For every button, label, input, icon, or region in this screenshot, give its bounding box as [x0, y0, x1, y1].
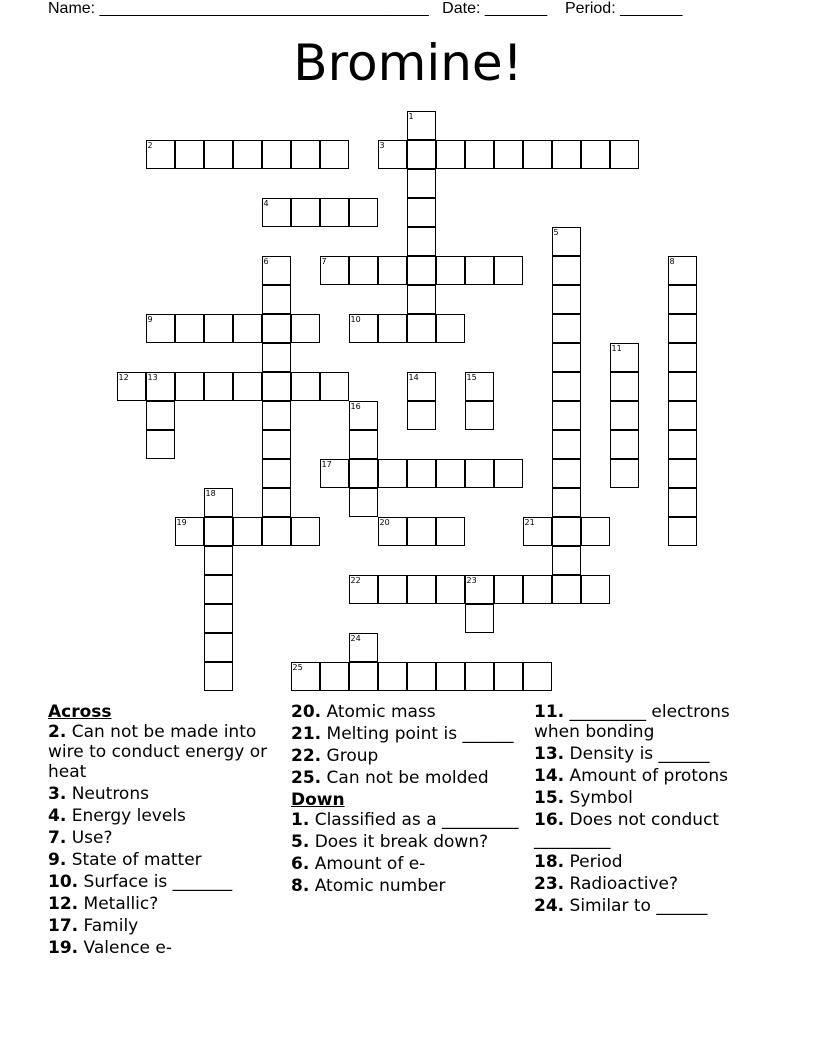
crossword-cell[interactable]	[436, 517, 465, 546]
crossword-cell[interactable]	[494, 662, 523, 691]
crossword-cell[interactable]	[552, 546, 581, 575]
crossword-cell[interactable]	[668, 372, 697, 401]
clue-column	[534, 702, 774, 918]
crossword-cell[interactable]	[407, 459, 436, 488]
clue-item	[291, 768, 521, 788]
crossword-cell[interactable]	[291, 140, 320, 169]
crossword-cell[interactable]	[668, 256, 697, 285]
crossword-cell[interactable]	[552, 256, 581, 285]
clue-item-text: Valence e-	[83, 938, 173, 958]
crossword-cell[interactable]	[610, 401, 639, 430]
crossword-cell[interactable]	[349, 430, 378, 459]
crossword-cell[interactable]	[349, 256, 378, 285]
crossword-cell[interactable]	[407, 662, 436, 691]
clue-item-text: Density is ______	[569, 744, 710, 764]
crossword-cell[interactable]	[407, 198, 436, 227]
clue-number: 7	[321, 256, 327, 266]
crossword-cell[interactable]	[175, 517, 204, 546]
crossword-cell[interactable]	[146, 372, 175, 401]
clue-item-text: Can not be made into wire to conduct energy or heat	[48, 722, 268, 782]
crossword-cell[interactable]	[552, 372, 581, 401]
clue-item-number: 12.	[48, 894, 79, 914]
crossword-cell[interactable]	[668, 343, 697, 372]
clue-item-number: 4.	[48, 806, 67, 826]
clue-item-number: 6.	[291, 854, 310, 874]
clue-number: 12	[118, 372, 129, 382]
crossword-cell[interactable]	[349, 314, 378, 343]
crossword-cell[interactable]	[407, 169, 436, 198]
clue-item-number: 19.	[48, 938, 79, 958]
clue-item-number: 14.	[534, 766, 565, 786]
crossword-cell[interactable]	[175, 314, 204, 343]
crossword-cell[interactable]	[494, 459, 523, 488]
crossword-cell[interactable]	[610, 430, 639, 459]
crossword-cell[interactable]	[204, 517, 233, 546]
clue-item-text: Does it break down?	[314, 832, 489, 852]
crossword-cell[interactable]	[465, 372, 494, 401]
clue-item	[48, 916, 278, 936]
crossword-cell[interactable]	[581, 517, 610, 546]
crossword-cell[interactable]	[204, 372, 233, 401]
clue-number: 21	[524, 517, 535, 527]
crossword-cell[interactable]	[465, 401, 494, 430]
crossword-cell[interactable]	[291, 314, 320, 343]
crossword-cell[interactable]	[552, 517, 581, 546]
clue-item-number: 13.	[534, 744, 565, 764]
clue-item-text: Metallic?	[83, 894, 159, 914]
crossword-cell[interactable]	[407, 111, 436, 140]
page-title: Bromine!	[293, 34, 523, 92]
crossword-cell[interactable]	[320, 198, 349, 227]
crossword-cell[interactable]	[262, 140, 291, 169]
crossword-cell[interactable]	[233, 314, 262, 343]
crossword-cell[interactable]	[436, 575, 465, 604]
clue-number: 19	[176, 517, 187, 527]
crossword-cell[interactable]	[262, 256, 291, 285]
crossword-cell[interactable]	[581, 575, 610, 604]
crossword-cell[interactable]	[407, 401, 436, 430]
clue-item	[291, 876, 521, 896]
clue-number: 13	[147, 372, 158, 382]
crossword-cell[interactable]	[146, 430, 175, 459]
clue-item	[48, 850, 278, 870]
crossword-cell[interactable]	[378, 459, 407, 488]
crossword-cell[interactable]	[407, 517, 436, 546]
crossword-cell[interactable]	[436, 140, 465, 169]
clue-item-number: 20.	[291, 702, 322, 722]
crossword-cell[interactable]	[291, 372, 320, 401]
crossword-cell[interactable]	[146, 140, 175, 169]
crossword-cell[interactable]	[146, 401, 175, 430]
clue-item-text: Does not conduct _________	[534, 810, 720, 850]
clue-number: 2	[147, 140, 153, 150]
clue-number: 9	[147, 314, 153, 324]
clue-item	[291, 854, 521, 874]
crossword-cell[interactable]	[668, 314, 697, 343]
clue-item-number: 3.	[48, 784, 67, 804]
clue-item-text: Period	[569, 852, 623, 872]
clue-item	[48, 806, 278, 826]
clue-number: 6	[263, 256, 269, 266]
crossword-cell[interactable]	[668, 401, 697, 430]
clue-item-text: Classified as a _________	[314, 810, 519, 830]
clue-number: 18	[205, 488, 216, 498]
clue-item-number: 10.	[48, 872, 79, 892]
clue-section-heading: Across	[48, 702, 112, 722]
crossword-cell[interactable]	[436, 662, 465, 691]
clue-number: 3	[379, 140, 385, 150]
clue-item	[291, 810, 521, 830]
clue-item	[291, 724, 521, 744]
crossword-cell[interactable]	[407, 227, 436, 256]
clue-item-number: 17.	[48, 916, 79, 936]
crossword-cell[interactable]	[146, 314, 175, 343]
crossword-cell[interactable]	[349, 662, 378, 691]
crossword-cell[interactable]	[291, 517, 320, 546]
clue-item	[291, 746, 521, 766]
clue-item-text: Melting point is ______	[326, 724, 514, 744]
clue-item-text: Amount of protons	[569, 766, 729, 786]
clue-item-number: 22.	[291, 746, 322, 766]
crossword-cell[interactable]	[233, 372, 262, 401]
crossword-cell[interactable]	[465, 575, 494, 604]
crossword-cell[interactable]	[233, 517, 262, 546]
crossword-cell[interactable]	[523, 662, 552, 691]
clue-number: 20	[379, 517, 390, 527]
clue-number: 22	[350, 575, 361, 585]
clue-item-text: Amount of e-	[314, 854, 426, 874]
clue-number: 11	[611, 343, 622, 353]
crossword-cell[interactable]	[610, 140, 639, 169]
date-blank[interactable]: _______	[484, 0, 548, 17]
clue-item	[534, 874, 774, 894]
crossword-cell[interactable]	[436, 256, 465, 285]
clue-item-text: Group	[326, 746, 379, 766]
clue-number: 8	[669, 256, 675, 266]
clue-item-text: Radioactive?	[569, 874, 678, 894]
crossword-cell[interactable]	[117, 372, 146, 401]
clue-item-number: 2.	[48, 722, 67, 742]
crossword-cell[interactable]	[378, 575, 407, 604]
crossword-cell[interactable]	[552, 401, 581, 430]
clue-item-number: 25.	[291, 768, 322, 788]
clue-item-number: 11.	[534, 702, 565, 722]
clue-item-number: 9.	[48, 850, 67, 870]
crossword-cell[interactable]	[349, 575, 378, 604]
crossword-cell[interactable]	[407, 372, 436, 401]
crossword-cell[interactable]	[262, 401, 291, 430]
clue-number: 25	[292, 662, 303, 672]
crossword-cell[interactable]	[465, 459, 494, 488]
clue-number: 1	[408, 111, 414, 121]
crossword-cell[interactable]	[262, 430, 291, 459]
clue-item	[291, 702, 521, 722]
clue-item-number: 8.	[291, 876, 310, 896]
crossword-cell[interactable]	[262, 517, 291, 546]
date-label: Date:	[442, 0, 481, 17]
clue-item	[534, 896, 774, 916]
clue-item	[534, 744, 774, 764]
crossword-cell[interactable]	[378, 140, 407, 169]
crossword-cell[interactable]	[262, 343, 291, 372]
crossword-cell[interactable]	[262, 285, 291, 314]
clue-item-text: Symbol	[569, 788, 633, 808]
clue-item	[534, 766, 774, 786]
clue-item-text: Neutrons	[71, 784, 149, 804]
crossword-cell[interactable]	[378, 517, 407, 546]
clue-item	[534, 788, 774, 808]
crossword-cell[interactable]	[610, 372, 639, 401]
clue-item-text: State of matter	[71, 850, 202, 870]
clue-item-text: Can not be molded	[326, 768, 489, 788]
clue-item	[534, 702, 774, 742]
clue-item	[534, 852, 774, 872]
crossword-cell[interactable]	[262, 459, 291, 488]
clue-number: 23	[466, 575, 477, 585]
clue-item-number: 7.	[48, 828, 67, 848]
clue-item-number: 23.	[534, 874, 565, 894]
crossword-cell[interactable]	[581, 140, 610, 169]
clue-item-number: 1.	[291, 810, 310, 830]
crossword-cell[interactable]	[320, 662, 349, 691]
crossword-cell[interactable]	[436, 314, 465, 343]
crossword-cell[interactable]	[349, 633, 378, 662]
clue-item	[48, 722, 278, 782]
crossword-cell[interactable]	[465, 256, 494, 285]
clue-item-text: Energy levels	[71, 806, 186, 826]
crossword-cell[interactable]	[523, 575, 552, 604]
crossword-cell[interactable]	[204, 633, 233, 662]
clue-item-text: Surface is _______	[83, 872, 233, 892]
crossword-cell[interactable]	[668, 430, 697, 459]
crossword-cell[interactable]	[204, 314, 233, 343]
crossword-cell[interactable]	[262, 198, 291, 227]
crossword-cell[interactable]	[204, 488, 233, 517]
crossword-cell[interactable]	[552, 488, 581, 517]
crossword-cell[interactable]	[407, 256, 436, 285]
crossword-cell[interactable]	[378, 314, 407, 343]
clue-number: 10	[350, 314, 361, 324]
crossword-cell[interactable]	[494, 575, 523, 604]
clue-item-text: Atomic number	[314, 876, 446, 896]
clue-item	[48, 872, 278, 892]
crossword-cell[interactable]	[349, 401, 378, 430]
clue-item-text: Use?	[71, 828, 113, 848]
crossword-cell[interactable]	[668, 285, 697, 314]
crossword-cell[interactable]	[320, 140, 349, 169]
clue-number: 5	[553, 227, 559, 237]
crossword-cell[interactable]	[349, 459, 378, 488]
crossword-cell[interactable]	[204, 140, 233, 169]
clue-item	[48, 894, 278, 914]
crossword-cell[interactable]	[407, 140, 436, 169]
clue-item-number: 16.	[534, 810, 565, 830]
clue-number: 17	[321, 459, 332, 469]
crossword-cell[interactable]	[552, 285, 581, 314]
crossword-cell[interactable]	[175, 140, 204, 169]
crossword-cell[interactable]	[552, 343, 581, 372]
crossword-cell[interactable]	[233, 140, 262, 169]
crossword-cell[interactable]	[523, 517, 552, 546]
crossword-cell[interactable]	[407, 314, 436, 343]
crossword-cell[interactable]	[436, 459, 465, 488]
clue-number: 4	[263, 198, 269, 208]
crossword-cell[interactable]	[465, 140, 494, 169]
clue-number: 14	[408, 372, 419, 382]
clue-column	[291, 702, 521, 898]
crossword-cell[interactable]	[494, 140, 523, 169]
crossword-cell[interactable]	[668, 459, 697, 488]
crossword-cell[interactable]	[291, 662, 320, 691]
clue-number: 16	[350, 401, 361, 411]
clue-number: 24	[350, 633, 361, 643]
clue-item-number: 15.	[534, 788, 565, 808]
clue-item	[534, 810, 774, 850]
period-blank[interactable]: _______	[620, 0, 683, 17]
crossword-cell[interactable]	[465, 604, 494, 633]
crossword-cell[interactable]	[262, 372, 291, 401]
clue-item	[48, 828, 278, 848]
crossword-cell[interactable]	[552, 459, 581, 488]
crossword-cell[interactable]	[204, 604, 233, 633]
crossword-cell[interactable]	[320, 256, 349, 285]
crossword-cell[interactable]	[523, 140, 552, 169]
crossword-cell[interactable]	[349, 488, 378, 517]
crossword-cell[interactable]	[552, 140, 581, 169]
crossword-cell[interactable]	[291, 198, 320, 227]
clue-item-number: 24.	[534, 896, 565, 916]
crossword-cell[interactable]	[378, 256, 407, 285]
crossword-cell[interactable]	[407, 285, 436, 314]
clue-column	[48, 702, 278, 960]
crossword-cell[interactable]	[320, 459, 349, 488]
crossword-cell[interactable]	[494, 256, 523, 285]
crossword-cell[interactable]	[320, 372, 349, 401]
clue-item-number: 5.	[291, 832, 310, 852]
crossword-cell[interactable]	[262, 314, 291, 343]
crossword-cell[interactable]	[175, 372, 204, 401]
crossword-cell[interactable]	[378, 662, 407, 691]
crossword-cell[interactable]	[407, 575, 436, 604]
crossword-cell[interactable]	[610, 343, 639, 372]
crossword-cell[interactable]	[204, 662, 233, 691]
crossword-cell[interactable]	[204, 575, 233, 604]
crossword-cell[interactable]	[552, 227, 581, 256]
crossword-cell[interactable]	[349, 198, 378, 227]
clue-item	[48, 784, 278, 804]
clue-item-text: Atomic mass	[326, 702, 436, 722]
period-label: Period:	[564, 0, 616, 17]
crossword-cell[interactable]	[668, 488, 697, 517]
clue-section-heading: Down	[291, 790, 345, 810]
crossword-cell[interactable]	[668, 517, 697, 546]
clue-number: 15	[466, 372, 477, 382]
clue-item-text: _________ electrons when bonding	[534, 702, 730, 742]
clue-item-text: Similar to ______	[569, 896, 708, 916]
clue-item-text: Family	[83, 916, 139, 936]
crossword-cell[interactable]	[465, 662, 494, 691]
clue-item-number: 21.	[291, 724, 322, 744]
name-blank[interactable]: _____________________________________	[99, 0, 429, 17]
clue-item-number: 18.	[534, 852, 565, 872]
clue-item	[48, 938, 278, 958]
crossword-cell[interactable]	[552, 314, 581, 343]
crossword-cell[interactable]	[262, 488, 291, 517]
name-label: Name:	[48, 0, 96, 17]
crossword-cell[interactable]	[552, 575, 581, 604]
crossword-cell[interactable]	[610, 459, 639, 488]
crossword-cell[interactable]	[204, 546, 233, 575]
clue-item	[291, 832, 521, 852]
crossword-cell[interactable]	[552, 430, 581, 459]
